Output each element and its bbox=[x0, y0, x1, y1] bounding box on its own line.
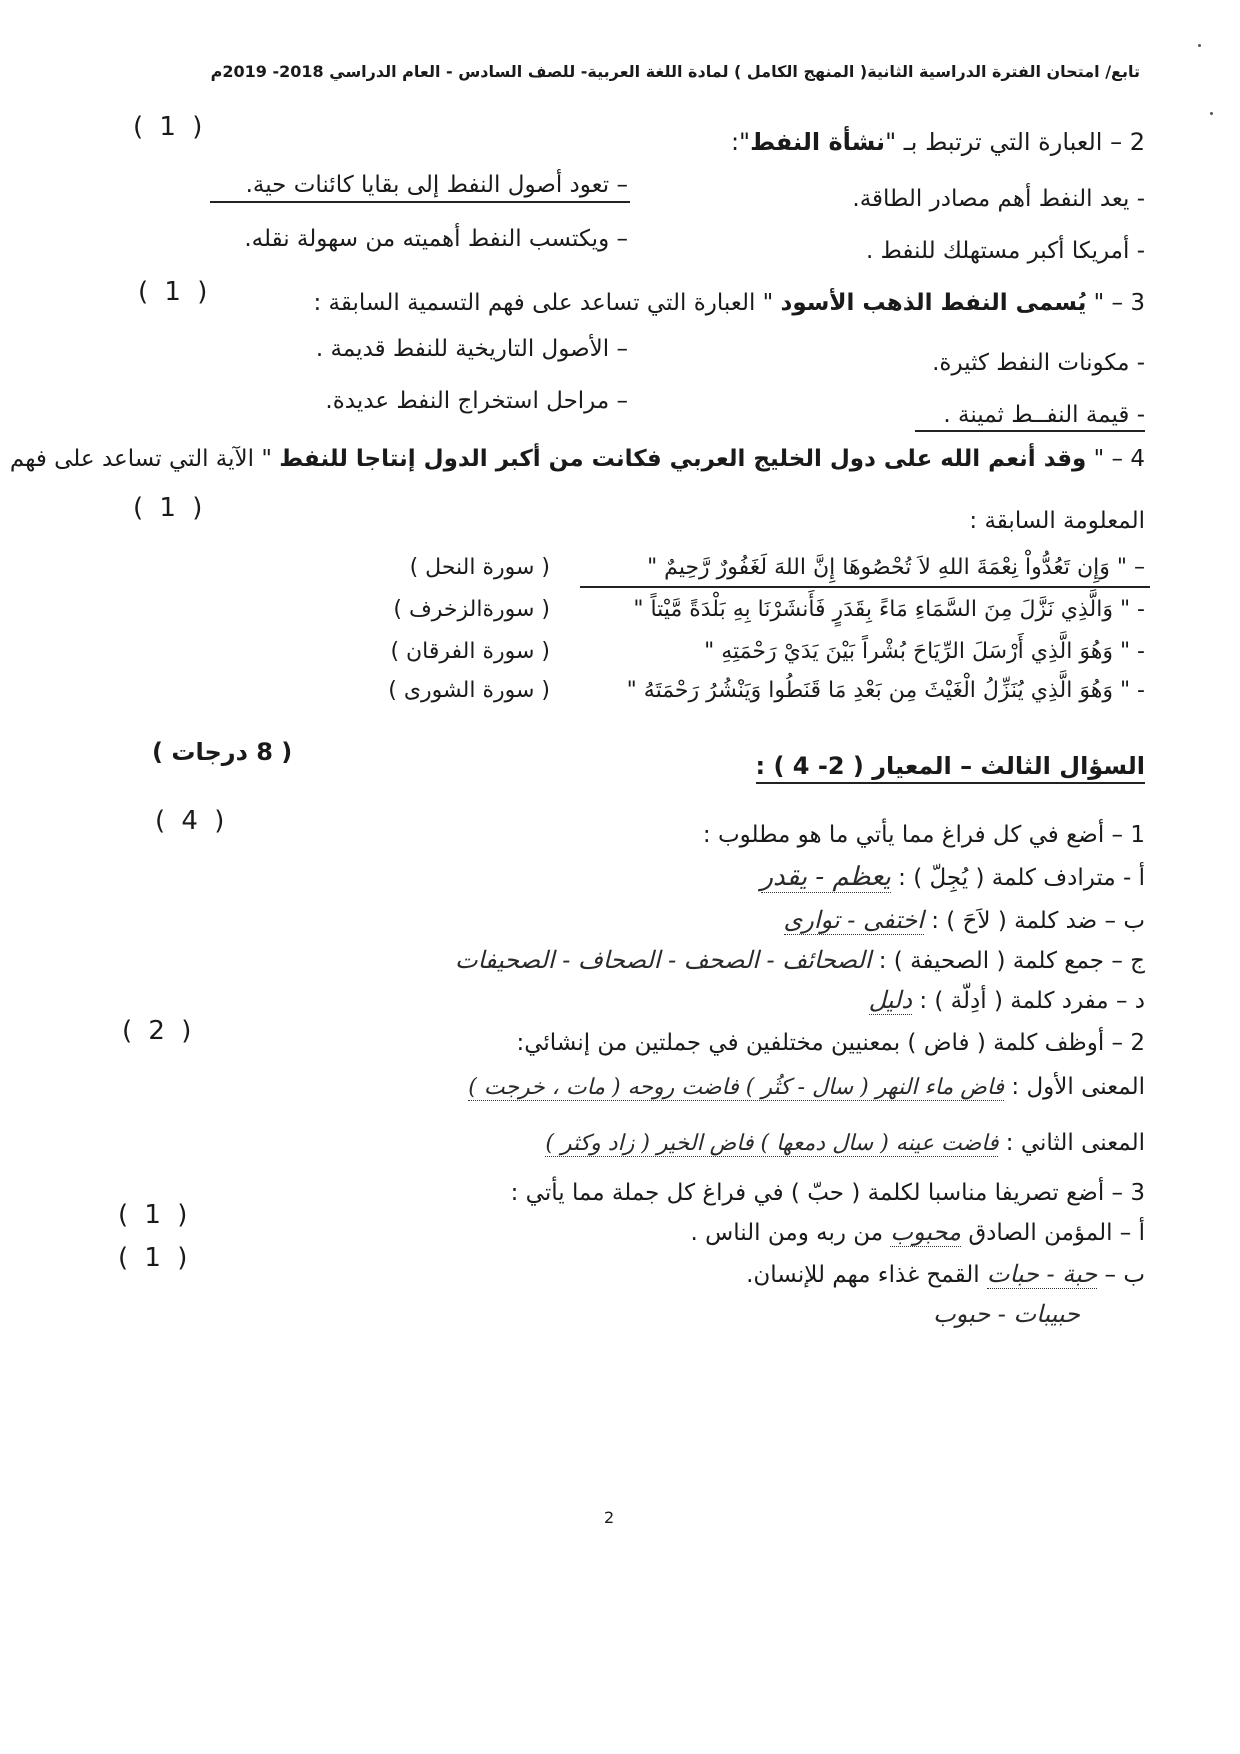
s3q2-mark: ( 2 ) bbox=[122, 1016, 196, 1046]
q2-mark: ( 1 ) bbox=[133, 112, 207, 142]
s3q3-item-b-suffix: القمح غذاء مهم للإنسان. bbox=[746, 1262, 980, 1288]
s3q3-item-a bbox=[691, 1218, 1145, 1246]
s3q3-item-a-suffix: من ربه ومن الناس . bbox=[690, 1220, 884, 1246]
s3q1-item-b-answer: اختفى - توارى bbox=[783, 906, 924, 934]
q4-verse-1: – " وَإِن تَعُدُّواْ نِعْمَةَ اللهِ لاَ تُحْصُوهَا إِنَّ اللهَ لَغَفُورٌ رَّحِيمٌ " bbox=[647, 555, 1145, 580]
s3q2-second-label: المعنى الثاني : bbox=[1005, 1130, 1145, 1156]
q3-option-d: - قيمة النفــط ثمينة . bbox=[943, 402, 1145, 428]
q3-title-suffix: " العبارة التي تساعد على فهم التسمية السابقة : bbox=[313, 290, 781, 316]
s3q3-mark-a: ( 1 ) bbox=[118, 1200, 192, 1230]
q3-mark: ( 1 ) bbox=[138, 277, 212, 307]
q4-mark: ( 1 ) bbox=[133, 493, 207, 523]
q4-answer-underline bbox=[580, 586, 1150, 588]
page-header: تابع/ امتحان الفترة الدراسية الثانية( المنهج الكامل ) لمادة اللغة العربية- للصف السادس - العام الدراسي 2018- 2019م bbox=[210, 62, 1140, 81]
s3q2-first bbox=[468, 1074, 1145, 1100]
q4-verse-3: - " وَهُوَ الَّذِي أَرْسَلَ الرِّيَاحَ بُشْراً بَيْنَ يَدَيْ رَحْمَتِهِ " bbox=[704, 639, 1145, 664]
s3q1-item-a bbox=[761, 862, 1146, 892]
q3-option-c: – مراحل استخراج النفط عديدة. bbox=[325, 388, 628, 414]
q4-line2: المعلومة السابقة : bbox=[969, 508, 1145, 534]
s3q1-item-d-answer: دليل bbox=[868, 986, 913, 1014]
section3-title: السؤال الثالث – المعيار ( 2- 4 ) : bbox=[756, 752, 1145, 784]
s3q2-second-answer: فاضت عينه ( سال دمعها ) فاض الخير ( زاد وكثر ) bbox=[545, 1131, 999, 1156]
s3q2-first-answer: فاض ماء النهر ( سال - كثُر ) فاضت روحه ( مات ، خرجت ) bbox=[468, 1075, 1005, 1100]
q2-title-bold: نشأة النفط bbox=[750, 128, 886, 156]
section3-grade: ( 8 درجات ) bbox=[152, 738, 293, 766]
q2-option-c: – ويكتسب النفط أهميته من سهولة نقله. bbox=[244, 226, 628, 252]
q3-option-a: – الأصول التاريخية للنفط قديمة . bbox=[315, 336, 628, 362]
s3q3-item-b-answer: حبة - حبات bbox=[986, 1260, 1098, 1288]
q4-surah-2: ( سورةالزخرف ) bbox=[393, 597, 550, 622]
q4-surah-3: ( سورة الفرقان ) bbox=[390, 639, 550, 664]
q2-title bbox=[731, 128, 1145, 156]
q4-title-suffix: " الآية التي تساعد على فهم bbox=[9, 446, 280, 472]
scan-speck bbox=[1198, 44, 1201, 47]
q3-title-prefix: 3 – " bbox=[1086, 290, 1145, 316]
s3q1-item-c bbox=[455, 946, 1145, 974]
s3q1-title: 1 – أضع في كل فراغ مما يأتي ما هو مطلوب : bbox=[702, 822, 1145, 848]
s3q1-item-d-label: د – مفرد كلمة ( أدِلّة ) : bbox=[919, 988, 1145, 1014]
scan-speck bbox=[1210, 112, 1213, 115]
q2-title-prefix: 2 – العبارة التي ترتبط بـ " bbox=[885, 128, 1145, 156]
s3q3-title: 3 – أضع تصريفا مناسبا لكلمة ( حبّ ) في فراغ كل جملة مما يأتي : bbox=[510, 1180, 1145, 1206]
q4-title bbox=[10, 446, 1145, 472]
s3q1-item-c-label: ج – جمع كلمة ( الصحيفة ) : bbox=[878, 948, 1145, 974]
q2-answer-underline bbox=[210, 201, 630, 203]
s3q2-first-label: المعنى الأول : bbox=[1011, 1074, 1145, 1100]
q4-surah-4: ( سورة الشورى ) bbox=[388, 678, 550, 703]
s3q1-item-c-answer: الصحائف - الصحف - الصحاف - الصحيفات bbox=[455, 946, 872, 974]
s3q2-second bbox=[545, 1130, 1145, 1156]
q4-surah-1: ( سورة النحل ) bbox=[409, 555, 550, 580]
q3-title-bold: يُسمى النفط الذهب الأسود bbox=[780, 290, 1087, 316]
s3q1-item-a-label: أ - مترادف كلمة ( يُجِلّ ) : bbox=[898, 865, 1145, 891]
s3q2-title: 2 – أوظف كلمة ( فاض ) بمعنيين مختلفين في جملتين من إنشائي: bbox=[516, 1030, 1145, 1056]
q4-title-bold: وقد أنعم الله على دول الخليج العربي فكانت من أكبر الدول إنتاجا للنفط bbox=[279, 446, 1087, 472]
q2-option-b: - يعد النفط أهم مصادر الطاقة. bbox=[852, 186, 1145, 212]
s3q1-item-d bbox=[869, 986, 1145, 1014]
page-number: 2 bbox=[604, 1508, 615, 1527]
q4-title-prefix: 4 – " bbox=[1086, 446, 1145, 472]
s3q1-item-a-answer: يعظم - يقدر bbox=[760, 862, 891, 892]
s3q3-item-b bbox=[746, 1260, 1145, 1288]
s3q3-item-b-extra: حبيبات - حبوب bbox=[933, 1300, 1080, 1328]
q2-option-d: - أمريكا أكبر مستهلك للنفط . bbox=[865, 238, 1145, 264]
q2-title-suffix: ": bbox=[730, 128, 751, 156]
s3q1-item-b-label: ب – ضد كلمة ( لاَحَ ) : bbox=[931, 908, 1145, 934]
q2-option-a: – تعود أصول النفط إلى بقايا كائنات حية. bbox=[245, 172, 628, 198]
s3q1-mark: ( 4 ) bbox=[155, 806, 229, 836]
q4-verse-4: - " وَهُوَ الَّذِي يُنَزِّلُ الْغَيْثَ مِن بَعْدِ مَا قَنَطُوا وَيَنْشُرُ رَحْمَتَهُ " bbox=[626, 678, 1145, 703]
s3q1-item-b bbox=[784, 906, 1146, 934]
s3q3-item-a-prefix: أ – المؤمن الصادق bbox=[968, 1220, 1145, 1246]
s3q3-item-b-prefix: ب – bbox=[1104, 1262, 1145, 1288]
q3-answer-underline bbox=[915, 430, 1145, 432]
q4-verse-2: - " وَالَّذِي نَزَّلَ مِنَ السَّمَاءِ مَاءً بِقَدَرٍ فَأَنشَرْنَا بِهِ بَلْدَةً مَّيْتاً " bbox=[633, 597, 1145, 622]
q3-title bbox=[313, 290, 1145, 316]
s3q3-item-a-answer: محبوب bbox=[890, 1218, 962, 1246]
s3q3-mark-b: ( 1 ) bbox=[118, 1243, 192, 1273]
q3-option-b: - مكونات النفط كثيرة. bbox=[932, 350, 1145, 376]
